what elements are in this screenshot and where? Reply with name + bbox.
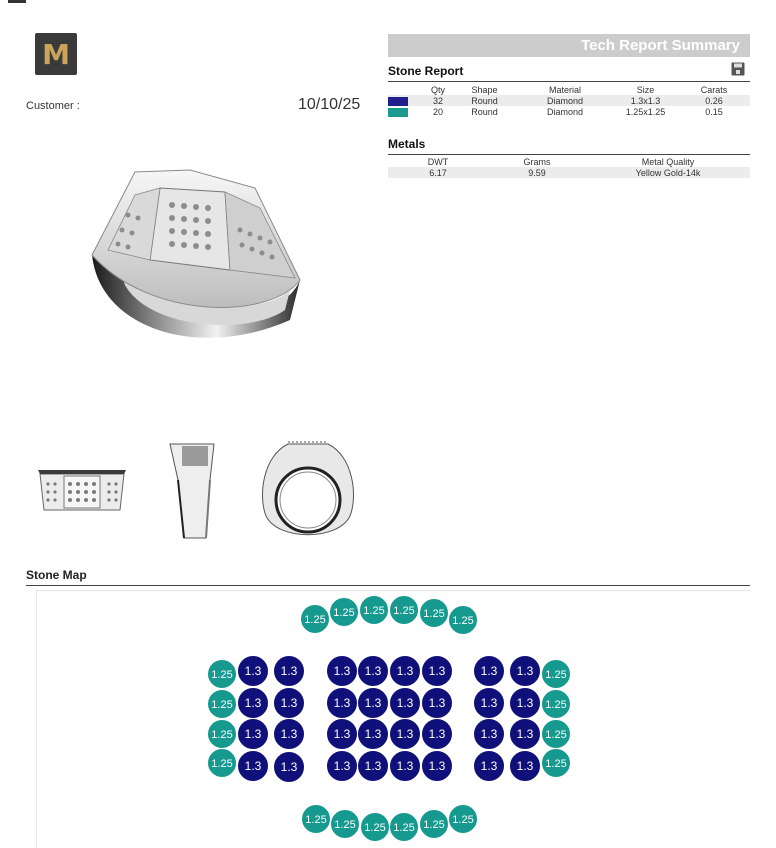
stone-size-label: 1.3 bbox=[516, 759, 534, 773]
stone-teal bbox=[301, 605, 330, 634]
col-carats: Carats bbox=[700, 84, 728, 95]
stone-blue bbox=[358, 688, 389, 719]
stone-size-label: 1.3 bbox=[428, 759, 446, 773]
stone-blue bbox=[390, 719, 421, 750]
stone-size-label: 1.3 bbox=[333, 759, 351, 773]
report-date: 10/10/25 bbox=[298, 96, 361, 113]
stone-teal bbox=[208, 749, 237, 778]
stone-teal bbox=[361, 813, 390, 842]
stone-size-label: 1.3 bbox=[364, 664, 382, 678]
stone-size-label: 1.3 bbox=[396, 664, 414, 678]
stone-size-label: 1.3 bbox=[280, 760, 298, 774]
stone-blue bbox=[274, 719, 305, 750]
grams-cell: 9.59 bbox=[488, 167, 586, 178]
stone-size-label: 1.3 bbox=[516, 664, 534, 678]
stone-map-title: Stone Map bbox=[26, 568, 87, 582]
col-material: Material bbox=[548, 84, 581, 95]
stone-blue bbox=[474, 688, 505, 719]
stone-size-label: 1.3 bbox=[333, 664, 351, 678]
stone-map-rule bbox=[26, 585, 750, 586]
col-shape: Shape bbox=[471, 84, 498, 95]
stone-size-label: 1.25 bbox=[423, 819, 445, 831]
stone-blue bbox=[327, 719, 358, 750]
stone-teal bbox=[449, 606, 478, 635]
stone-report-header-row bbox=[388, 84, 750, 95]
qty-cell: 20 bbox=[432, 106, 443, 117]
stone-size-label: 1.3 bbox=[396, 727, 414, 741]
ring-render-main bbox=[80, 160, 320, 360]
stone-size-label: 1.25 bbox=[545, 729, 567, 741]
stone-size-label: 1.3 bbox=[333, 727, 351, 741]
metals-table bbox=[388, 156, 750, 178]
banner-title: Tech Report Summary bbox=[581, 37, 740, 54]
col-dwt: DWT bbox=[427, 156, 449, 167]
stone-blue bbox=[510, 719, 541, 750]
stone-teal bbox=[208, 660, 237, 689]
customer-label: Customer : bbox=[26, 100, 80, 112]
stone-blue bbox=[327, 751, 358, 782]
stone-size-label: 1.3 bbox=[516, 696, 534, 710]
stone-blue bbox=[510, 656, 541, 687]
stone-size-label: 1.25 bbox=[452, 814, 474, 826]
material-cell: Diamond bbox=[546, 106, 584, 117]
stone-size-label: 1.25 bbox=[211, 729, 233, 741]
qty-cell: 32 bbox=[424, 95, 452, 106]
stone-teal bbox=[208, 720, 237, 749]
stone-size-label: 1.25 bbox=[334, 819, 356, 831]
report-banner bbox=[388, 34, 750, 57]
stone-report-table bbox=[388, 84, 750, 117]
stone-size-label: 1.3 bbox=[244, 759, 262, 773]
stone-teal bbox=[208, 690, 237, 719]
stone-size-label: 1.3 bbox=[364, 759, 382, 773]
stone-blue bbox=[422, 688, 453, 719]
stone-blue bbox=[422, 656, 453, 687]
stone-size-label: 1.3 bbox=[428, 727, 446, 741]
stone-teal bbox=[542, 720, 571, 749]
stone-teal bbox=[449, 805, 478, 834]
stone-size-label: 1.25 bbox=[545, 758, 567, 770]
stone-blue bbox=[358, 719, 389, 750]
stone-size-label: 1.25 bbox=[393, 605, 415, 617]
col-qty: Qty bbox=[430, 84, 445, 95]
stone-blue bbox=[238, 719, 269, 750]
stone-size-label: 1.3 bbox=[364, 727, 382, 741]
top-mark bbox=[8, 0, 26, 3]
stone-blue bbox=[390, 656, 421, 687]
color-swatch bbox=[388, 108, 408, 117]
ring-view-top bbox=[36, 460, 128, 522]
stone-blue bbox=[474, 719, 505, 750]
stone-teal bbox=[390, 813, 419, 842]
stone-size-label: 1.3 bbox=[396, 759, 414, 773]
stone-size-label: 1.25 bbox=[305, 814, 327, 826]
stone-blue bbox=[390, 688, 421, 719]
stone-size-label: 1.3 bbox=[480, 727, 498, 741]
color-swatch bbox=[388, 97, 408, 106]
table-row bbox=[388, 95, 750, 106]
stone-blue bbox=[422, 719, 453, 750]
stone-teal bbox=[542, 660, 571, 689]
stone-size-label: 1.25 bbox=[363, 605, 385, 617]
stone-size-label: 1.25 bbox=[545, 699, 567, 711]
stone-size-label: 1.25 bbox=[545, 669, 567, 681]
stone-map-canvas bbox=[37, 591, 751, 848]
col-metal-quality: Metal Quality bbox=[641, 156, 695, 167]
stone-size-label: 1.25 bbox=[211, 758, 233, 770]
stone-map-frame bbox=[36, 590, 751, 848]
stone-size-label: 1.25 bbox=[304, 614, 326, 626]
stone-size-label: 1.3 bbox=[280, 727, 298, 741]
stone-teal bbox=[420, 599, 449, 628]
stone-size-label: 1.25 bbox=[211, 699, 233, 711]
stone-teal bbox=[420, 810, 449, 839]
stone-size-label: 1.3 bbox=[333, 696, 351, 710]
stone-size-label: 1.3 bbox=[516, 727, 534, 741]
stone-blue bbox=[474, 656, 505, 687]
stone-size-label: 1.25 bbox=[211, 669, 233, 681]
carats-cell: 0.26 bbox=[678, 95, 750, 106]
stone-teal bbox=[360, 596, 389, 625]
metals-title: Metals bbox=[388, 137, 426, 151]
brand-logo bbox=[35, 33, 77, 75]
stone-size-label: 1.3 bbox=[244, 664, 262, 678]
stone-blue bbox=[274, 656, 305, 687]
stone-size-label: 1.3 bbox=[480, 696, 498, 710]
size-cell: 1.25x1.25 bbox=[625, 106, 666, 117]
stone-report-rule bbox=[388, 81, 750, 82]
stone-blue bbox=[238, 688, 269, 719]
stone-size-label: 1.25 bbox=[364, 822, 386, 834]
dwt-cell: 6.17 bbox=[388, 167, 488, 178]
stone-size-label: 1.3 bbox=[480, 759, 498, 773]
size-cell: 1.3x1.3 bbox=[613, 95, 678, 106]
table-row bbox=[388, 167, 750, 178]
stone-size-label: 1.3 bbox=[244, 696, 262, 710]
shape-cell: Round bbox=[452, 95, 517, 106]
stone-blue bbox=[274, 688, 305, 719]
stone-blue bbox=[510, 751, 541, 782]
metals-rule bbox=[388, 154, 750, 155]
stone-blue bbox=[238, 751, 269, 782]
stone-blue bbox=[274, 752, 305, 783]
stone-teal bbox=[390, 596, 419, 625]
logo-letter: M bbox=[42, 38, 70, 71]
stone-blue bbox=[474, 751, 505, 782]
ring-view-front bbox=[258, 436, 358, 544]
save-icon[interactable] bbox=[731, 62, 745, 76]
ring-view-side bbox=[166, 440, 218, 542]
stone-report-title: Stone Report bbox=[388, 64, 464, 78]
stone-teal bbox=[542, 690, 571, 719]
stone-teal bbox=[331, 810, 360, 839]
stone-size-label: 1.25 bbox=[423, 608, 445, 620]
stone-blue bbox=[390, 751, 421, 782]
stone-size-label: 1.25 bbox=[393, 822, 415, 834]
stone-blue bbox=[358, 656, 389, 687]
stone-size-label: 1.3 bbox=[480, 664, 498, 678]
stone-size-label: 1.3 bbox=[428, 696, 446, 710]
stone-blue bbox=[327, 656, 358, 687]
table-row bbox=[388, 106, 750, 117]
carats-cell: 0.15 bbox=[705, 106, 723, 117]
stone-blue bbox=[238, 656, 269, 687]
stone-teal bbox=[330, 598, 359, 627]
stone-teal bbox=[542, 749, 571, 778]
stone-blue bbox=[510, 688, 541, 719]
col-grams: Grams bbox=[523, 156, 551, 167]
stone-size-label: 1.3 bbox=[364, 696, 382, 710]
material-cell: Diamond bbox=[517, 95, 613, 106]
stone-blue bbox=[422, 751, 453, 782]
stone-size-label: 1.3 bbox=[244, 727, 262, 741]
shape-cell: Round bbox=[471, 106, 498, 117]
stone-blue bbox=[327, 688, 358, 719]
stone-size-label: 1.3 bbox=[428, 664, 446, 678]
stone-size-label: 1.3 bbox=[280, 664, 298, 678]
stone-size-label: 1.3 bbox=[280, 696, 298, 710]
stone-size-label: 1.25 bbox=[333, 607, 355, 619]
stone-size-label: 1.25 bbox=[452, 615, 474, 627]
metals-header-row bbox=[388, 156, 750, 167]
stone-size-label: 1.3 bbox=[396, 696, 414, 710]
metal-quality-cell: Yellow Gold-14k bbox=[586, 167, 750, 178]
stone-teal bbox=[302, 805, 331, 834]
stone-blue bbox=[358, 751, 389, 782]
col-size: Size bbox=[636, 84, 655, 95]
